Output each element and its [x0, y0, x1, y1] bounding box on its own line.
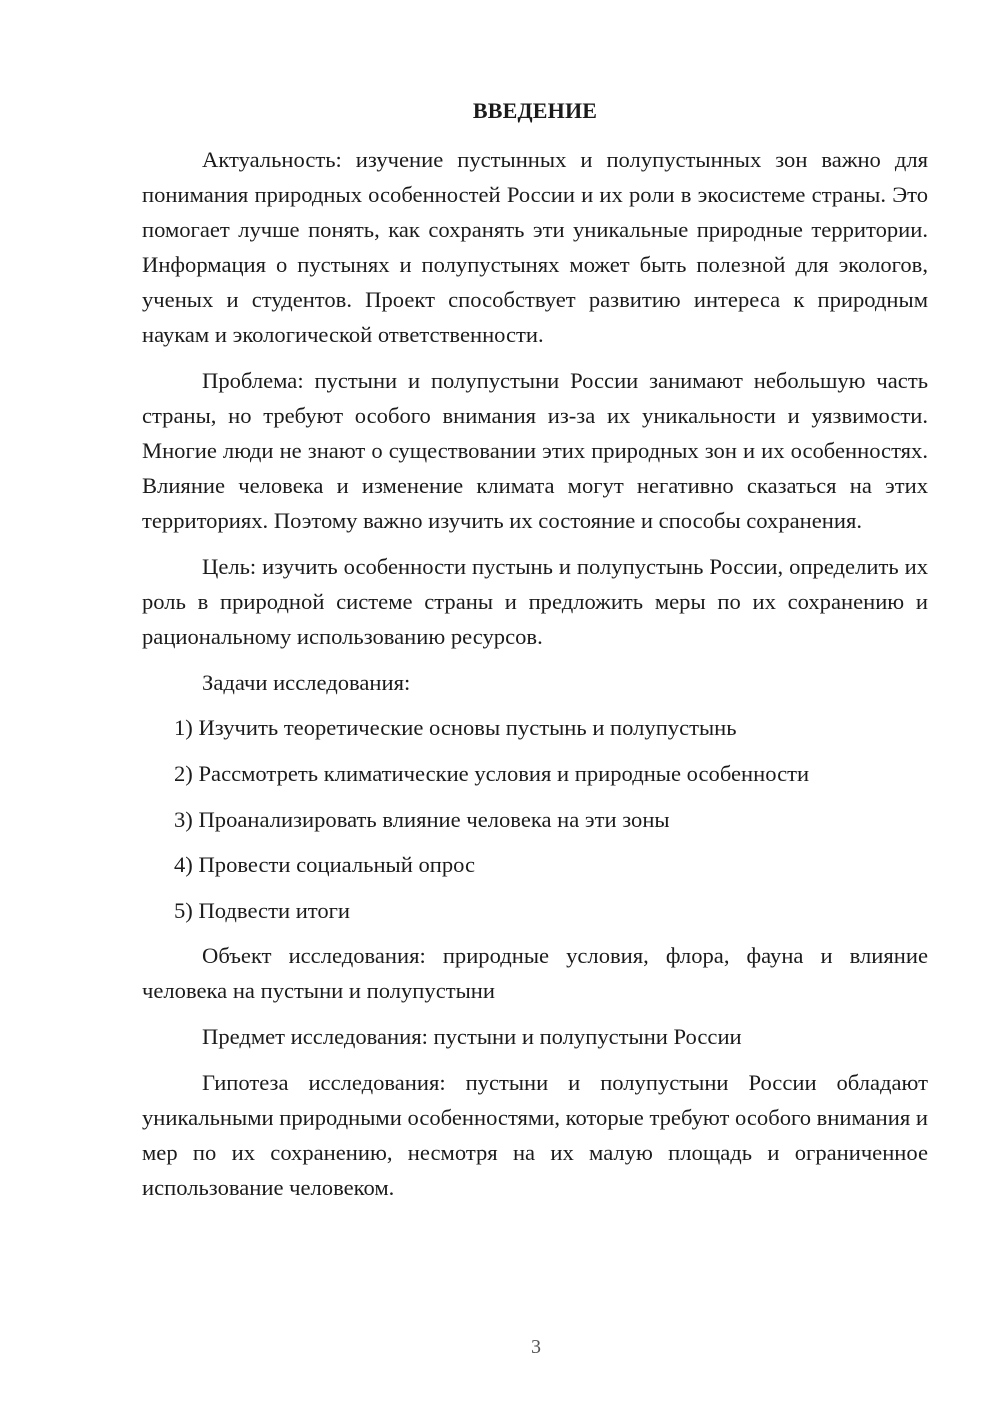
- relevance-paragraph: Актуальность: изучение пустынных и полупустынных зон важно для понимания природных особенностей России и их роли в экосистеме страны. Это помогает лучше понять, как сохранять эти уникальные природные территории. Информация о пустынях и полупустынях может быть полезной для экологов, ученых и студентов. Проект способствует развитию интереса к природным наукам и экологической ответственности.: [142, 147, 928, 348]
- tasks-list: [142, 710, 928, 927]
- list-item: 3) Проанализировать влияние человека на эти зоны: [174, 806, 670, 832]
- hypothesis-paragraph: Гипотеза исследования: пустыни и полупустыни России обладают уникальными природными особенностями, которые требуют особого внимания и мер по их сохранению, несмотря на их малую площадь и ограниченное использование человеком.: [142, 1069, 928, 1200]
- goal-paragraph: Цель: изучить особенности пустынь и полупустынь России, определить их роль в природной системе страны и предложить меры по их сохранению и рациональному использованию ресурсов.: [142, 554, 928, 650]
- object-paragraph: Объект исследования: природные условия, флора, фауна и влияние человека на пустыни и полупустыни: [142, 943, 928, 1004]
- document-body: [142, 142, 928, 1216]
- list-item: 2) Рассмотреть климатические условия и природные особенности: [174, 761, 810, 786]
- tasks-heading: Задачи исследования:: [202, 669, 411, 695]
- page-title: ВВЕДЕНИЕ: [472, 98, 598, 123]
- subject-paragraph: Предмет исследования: пустыни и полупустыни России: [202, 1024, 742, 1050]
- list-item: 5) Подвести итоги: [174, 897, 351, 923]
- list-item: 4) Провести социальный опрос: [174, 852, 476, 878]
- page-number: 3: [531, 1336, 541, 1358]
- list-item: 1) Изучить теоретические основы пустынь и полупустынь: [174, 715, 737, 741]
- problem-paragraph: Проблема: пустыни и полупустыни России занимают небольшую часть страны, но требуют особого внимания из-за их уникальности и уязвимости. Многие люди не знают о существовании этих природных зон и их особенностях. Влияние человека и изменение климата могут негативно сказаться на этих территориях. Поэтому важно изучить их состояние и способы сохранения.: [142, 368, 928, 534]
